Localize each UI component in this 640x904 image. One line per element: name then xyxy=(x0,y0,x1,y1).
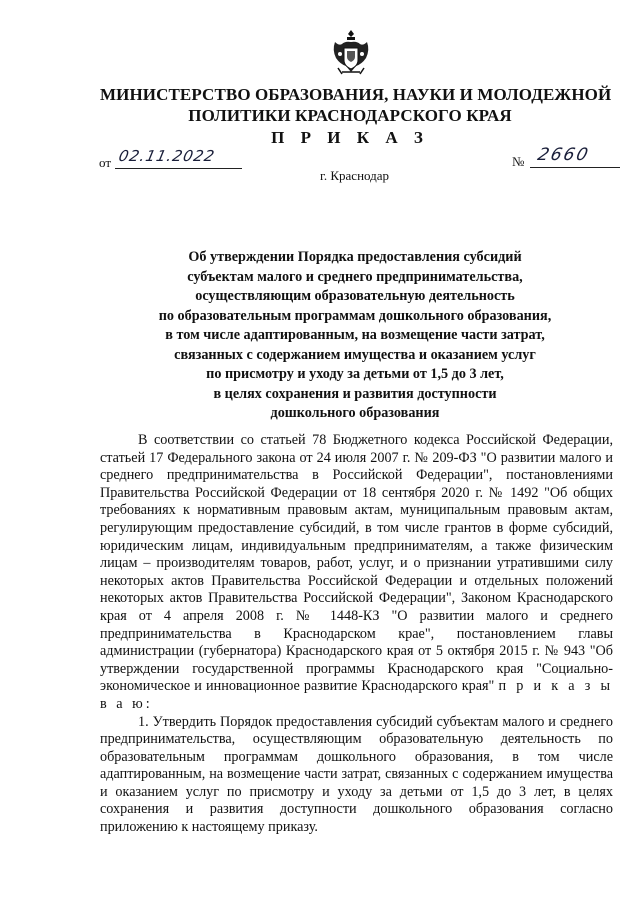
date-handwritten: 02.11.2022 xyxy=(117,147,217,165)
heading-line: осуществляющим образовательную деятельность xyxy=(195,288,515,304)
heading-line: Об утверждении Порядка предоставления субсидий xyxy=(188,249,522,265)
city: г. Краснодар xyxy=(320,168,390,183)
document-heading xyxy=(105,248,605,424)
preamble-text: В соответствии со статьей 78 Бюджетного кодекса Российской Федерации, статьей 17 Федерального закона от 24 июля 2007 г. № 209-ФЗ "О развитии малого и среднего предпринимательства в Российской Федерации", постановлениями Правительства Российской Федерации от 18 сентября 2020 г. № 1492 "Об общих требованиях к нормативным правовым актам, муниципальным правовым актам, регулирующим предоставление субсидий, в том числе грантов в форме субсидий, юридическим лицам, индивидуальным предпринимателям, а также физическим лицам – производителям товаров, работ, услуг, и о признании утратившими силу некоторых актов Правительства Российской Федерации и отдельных положений некоторых актов Правительства Российской Федерации", Законом Краснодарского края от 4 апреля 2008 г. № 1448-КЗ "О развитии малого и среднего предпринимательства в Краснодарском крае", постановлением главы администрации (губернатора) Краснодарского края от 5 октября 2015 г. № 943 "Об утверждении государственной программы Краснодарского края "Социально-экономическое и инновационное развитие Краснодарского края" xyxy=(100,432,613,695)
ministry-name-line2: ПОЛИТИКИ КРАСНОДАРСКОГО КРАЯ xyxy=(188,106,512,125)
date-prefix: от xyxy=(99,155,112,170)
preamble-end: : xyxy=(145,695,150,712)
order-title: П Р И К А З xyxy=(271,128,429,147)
heading-line: в целях сохранения и развития доступности xyxy=(213,385,497,402)
number-prefix: № xyxy=(512,154,525,169)
order-date xyxy=(99,147,249,169)
ministry-name xyxy=(100,84,612,126)
heading-line: по присмотру и уходу за детьми от 1,5 до 3 лет, xyxy=(206,366,504,382)
date-underline xyxy=(115,168,242,169)
number-handwritten: 2660 xyxy=(535,145,592,165)
heading-line: связанных с содержанием имущества и оказанием услуг xyxy=(174,346,536,363)
heading-line: субъектам малого и среднего предпринимательства, xyxy=(187,268,523,285)
heading-line: в том числе адаптированным, на возмещение части затрат, xyxy=(165,327,545,343)
document-body xyxy=(100,432,613,837)
clause-1-paragraph: 1. Утвердить Порядок предоставления субсидий субъектам малого и среднего предпринимательства, осуществляющим образовательную деятельность по образовательным программам дошкольного образования, в том числе адаптированным, на возмещение части затрат, связанных с содержанием имущества и оказанием услуг по присмотру и уходу за детьми от 1,5 до 3 лет, в целях сохранения и развития доступности дошкольного образования согласно приложению к настоящему приказу. xyxy=(100,713,613,836)
heading-line: дошкольного образования xyxy=(270,405,440,421)
coat-of-arms-icon xyxy=(330,28,372,78)
ministry-name-line1: МИНИСТЕРСТВО ОБРАЗОВАНИЯ, НАУКИ И МОЛОДЕЖНОЙ xyxy=(100,85,612,104)
order-number xyxy=(512,145,622,169)
number-underline xyxy=(530,167,620,168)
order-word: п р и к а з ы в а ю xyxy=(100,678,613,712)
heading-line: по образовательным программам дошкольного образования, xyxy=(158,307,552,324)
preamble-paragraph xyxy=(100,432,613,714)
